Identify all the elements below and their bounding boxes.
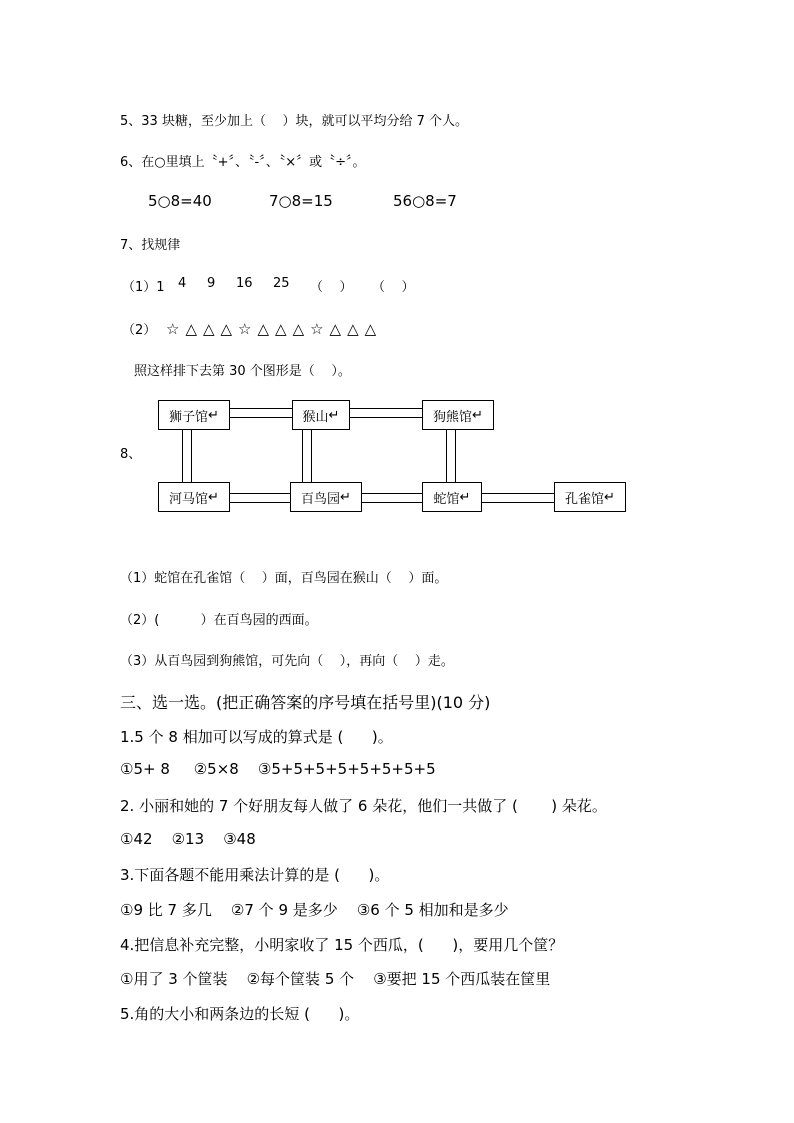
pattern-2-shapes: ☆△△△☆△△△☆△△△ [166,320,383,338]
road [482,493,554,503]
venue-peacock: 孔雀馆 ↵ [554,482,626,512]
pattern-1-blank: （ ） [310,280,353,295]
section-3-heading: 三、选一选。(把正确答案的序号填在括号里)(10 分) [120,693,491,712]
road [230,408,292,418]
pattern-1-blank: （ ） [372,280,415,295]
pattern-1-term: 9 [207,276,216,291]
venue-monkey: 猴山 ↵ [292,400,350,430]
choice-options-3: ①9 比 7 多几 ②7 个 9 是多少 ③6 个 5 相加和是多少 [120,901,509,919]
venue-snake: 蛇馆 ↵ [422,482,482,512]
question-8-sub-2: （2）( ）在百鸟园的西面。 [120,613,318,628]
choice-question-5: 5.角的大小和两条边的长短 ( )。 [120,1005,360,1023]
pattern-2-question: 照这样排下去第 30 个图形是（ ）。 [134,364,351,379]
choice-options-1: ①5+ 8 ②5×8 ③5+5+5+5+5+5+5+5 [120,760,436,778]
choice-question-3: 3.下面各题不能用乘法计算的是 ( )。 [120,866,390,884]
equation-3: 56○8=7 [393,192,457,210]
road [362,493,422,503]
road [230,493,290,503]
pattern-1-term: 4 [178,276,187,291]
choice-question-2: 2. 小丽和她的 7 个好朋友每人做了 6 朵花，他们一共做了 ( ) 朵花。 [120,797,607,815]
road [446,430,456,482]
road [350,408,422,418]
road [182,430,192,482]
venue-panda: 狗熊馆 ↵ [422,400,494,430]
choice-question-4: 4.把信息补充完整，小明家收了 15 个西瓜，( )，要用几个筐？ [120,936,564,954]
question-5: 5、33 块糖，至少加上（ ）块，就可以平均分给 7 个人。 [120,114,469,129]
pattern-1-term: 25 [273,276,290,291]
equation-2: 7○8=15 [269,192,333,210]
road [302,430,312,482]
question-6-instruction: 6、在○里填上〝+〞、〝-〞、〝×〞或〝÷〞。 [120,155,366,170]
equation-1: 5○8=40 [148,192,212,210]
venue-hippo: 河马馆 ↵ [158,482,230,512]
choice-question-1: 1.5 个 8 相加可以写成的算式是 ( )。 [120,728,393,746]
question-8-sub-1: （1）蛇馆在孔雀馆（ ）面，百鸟园在猴山（ ）面。 [120,571,448,586]
pattern-1-label: （1）1 [122,280,165,295]
pattern-2-label: （2） [122,323,157,338]
venue-birds: 百鸟园 ↵ [290,482,362,512]
question-8-sub-3: （3）从百鸟园到狗熊馆，可先向（ ），再向（ ）走。 [120,654,454,669]
pattern-1-term: 16 [236,276,253,291]
venue-lion: 狮子馆 ↵ [158,400,230,430]
choice-options-2: ①42 ②13 ③48 [120,830,256,848]
question-8-number: 8、 [120,447,142,462]
choice-options-4: ①用了 3 个筐装 ②每个筐装 5 个 ③要把 15 个西瓜装在筐里 [120,970,551,988]
question-7-title: 7、找规律 [120,238,181,253]
